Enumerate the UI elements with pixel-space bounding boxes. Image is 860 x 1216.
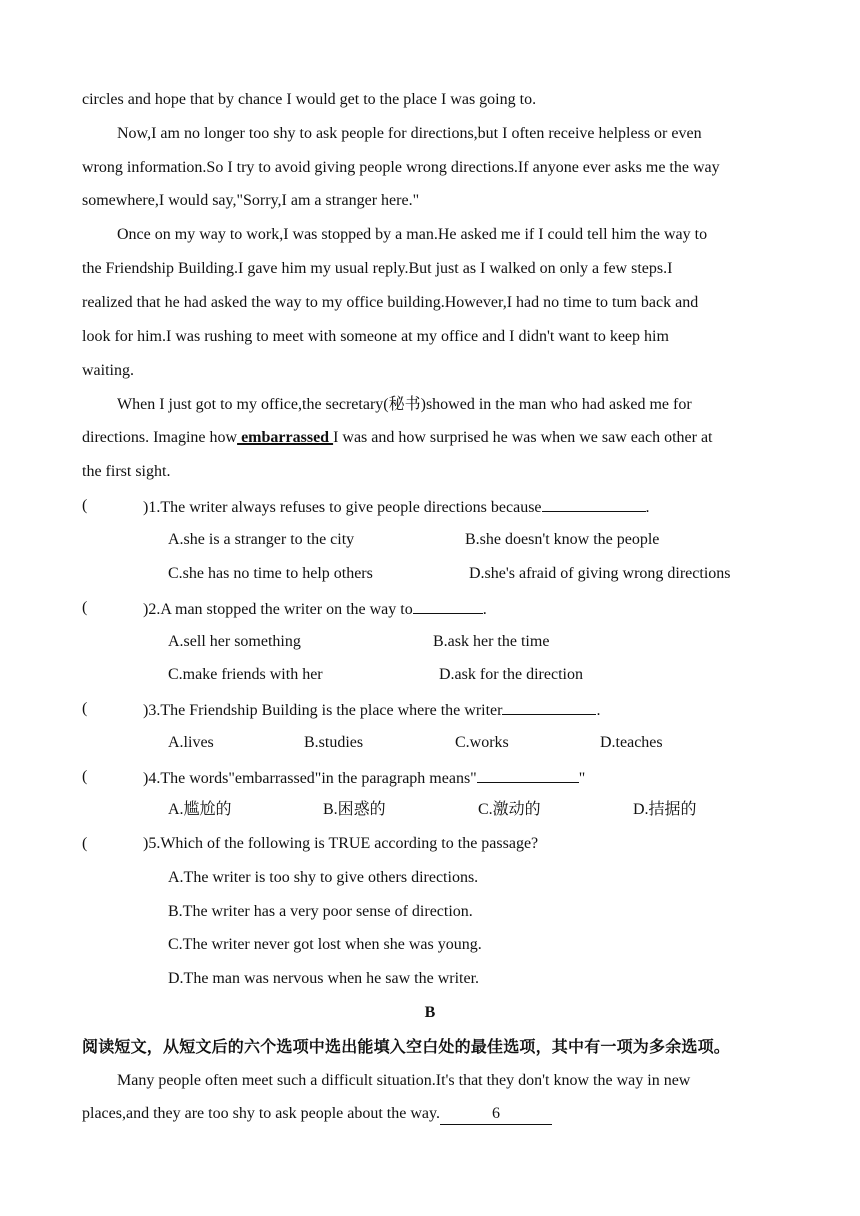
passage-text: places,and they are too shy to ask people about the way.: [82, 1105, 440, 1122]
question-stem: )1.The writer always refuses to give people directions because: [143, 499, 542, 516]
passage-line: somewhere,I would say,"Sorry,I am a stranger here.": [82, 192, 420, 209]
answer-blank: [502, 699, 596, 715]
option-d: D.she's afraid of giving wrong directions: [469, 565, 731, 582]
answer-paren: (: [82, 497, 88, 514]
question-end: .: [596, 702, 601, 719]
option-b: B.The writer has a very poor sense of direction.: [168, 903, 473, 920]
option-b: B.ask her the time: [433, 633, 550, 650]
option-a: A.lives: [168, 734, 214, 751]
passage-line: When I just got to my office,the secretary(秘书)showed in the man who had asked me for: [117, 396, 692, 413]
option-b: B.she doesn't know the people: [465, 531, 660, 548]
section-instruction: 阅读短文，从短文后的六个选项中选出能填入空白处的最佳选项，其中有一项为多余选项。: [82, 1037, 731, 1056]
passage-line: Once on my way to work,I was stopped by a man.He asked me if I could tell him the way to: [117, 226, 708, 243]
embarrassed-word: embarrassed: [237, 429, 334, 446]
question-stem: )5.Which of the following is TRUE according to the passage?: [143, 835, 539, 852]
question-end: .: [645, 499, 650, 516]
option-a: A.she is a stranger to the city: [168, 531, 355, 548]
question-4: [143, 767, 585, 789]
option-a: A.sell her something: [168, 633, 301, 650]
answer-blank: [542, 496, 646, 512]
answer-paren: (: [82, 599, 88, 616]
question-end: ": [578, 770, 586, 787]
question-2: [143, 598, 487, 620]
option-d: D.The man was nervous when he saw the writer.: [168, 970, 480, 987]
option-c: C.The writer never got lost when she was young.: [168, 936, 482, 953]
option-a: A.The writer is too shy to give others directions.: [168, 869, 479, 886]
answer-paren: (: [82, 835, 88, 852]
passage-line: waiting.: [82, 362, 134, 379]
option-d: D.teaches: [600, 734, 663, 751]
question-3: [143, 699, 600, 721]
passage-line: realized that he had asked the way to my office building.However,I had no time to tum back and: [82, 294, 699, 311]
passage-line: look for him.I was rushing to meet with someone at my office and I didn't want to keep him: [82, 328, 669, 345]
option-b: B.困惑的: [323, 801, 386, 818]
option-c: C.make friends with her: [168, 666, 323, 683]
question-stem: )4.The words"embarrassed"in the paragraph means": [143, 770, 477, 787]
answer-blank: [477, 767, 579, 783]
option-a: A.尴尬的: [168, 801, 232, 818]
section-heading: B: [424, 1004, 436, 1021]
option-c: C.she has no time to help others: [168, 565, 373, 582]
question-stem: )2.A man stopped the writer on the way to: [143, 601, 413, 618]
question-stem: )3.The Friendship Building is the place where the writer: [143, 702, 503, 719]
passage-line: Many people often meet such a difficult situation.It's that they don't know the way in new: [117, 1072, 691, 1089]
passage-line: [82, 1104, 552, 1125]
question-5: [143, 834, 538, 854]
passage-text: directions. Imagine how: [82, 429, 238, 446]
passage-line: circles and hope that by chance I would get to the place I was going to.: [82, 91, 537, 108]
option-b: B.studies: [304, 734, 364, 751]
answer-paren: (: [82, 700, 88, 717]
option-c: C.works: [455, 734, 509, 751]
passage-line: the Friendship Building.I gave him my usual reply.But just as I walked on only a few steps.I: [82, 260, 673, 277]
fill-blank-6: 6: [440, 1104, 552, 1125]
question-end: .: [482, 601, 487, 618]
passage-line: the first sight.: [82, 463, 171, 480]
answer-blank: [413, 598, 483, 614]
answer-paren: (: [82, 768, 88, 785]
passage-line: Now,I am no longer too shy to ask people for directions,but I often receive helpless or even: [117, 125, 702, 142]
option-d: D.ask for the direction: [439, 666, 583, 683]
passage-text: I was and how surprised he was when we saw each other at: [333, 429, 713, 446]
passage-line: wrong information.So I try to avoid giving people wrong directions.If anyone ever asks me the way: [82, 159, 720, 176]
question-1: [143, 496, 650, 518]
option-d: D.拮据的: [633, 801, 697, 818]
option-c: C.激动的: [478, 801, 541, 818]
passage-line: [82, 428, 713, 448]
